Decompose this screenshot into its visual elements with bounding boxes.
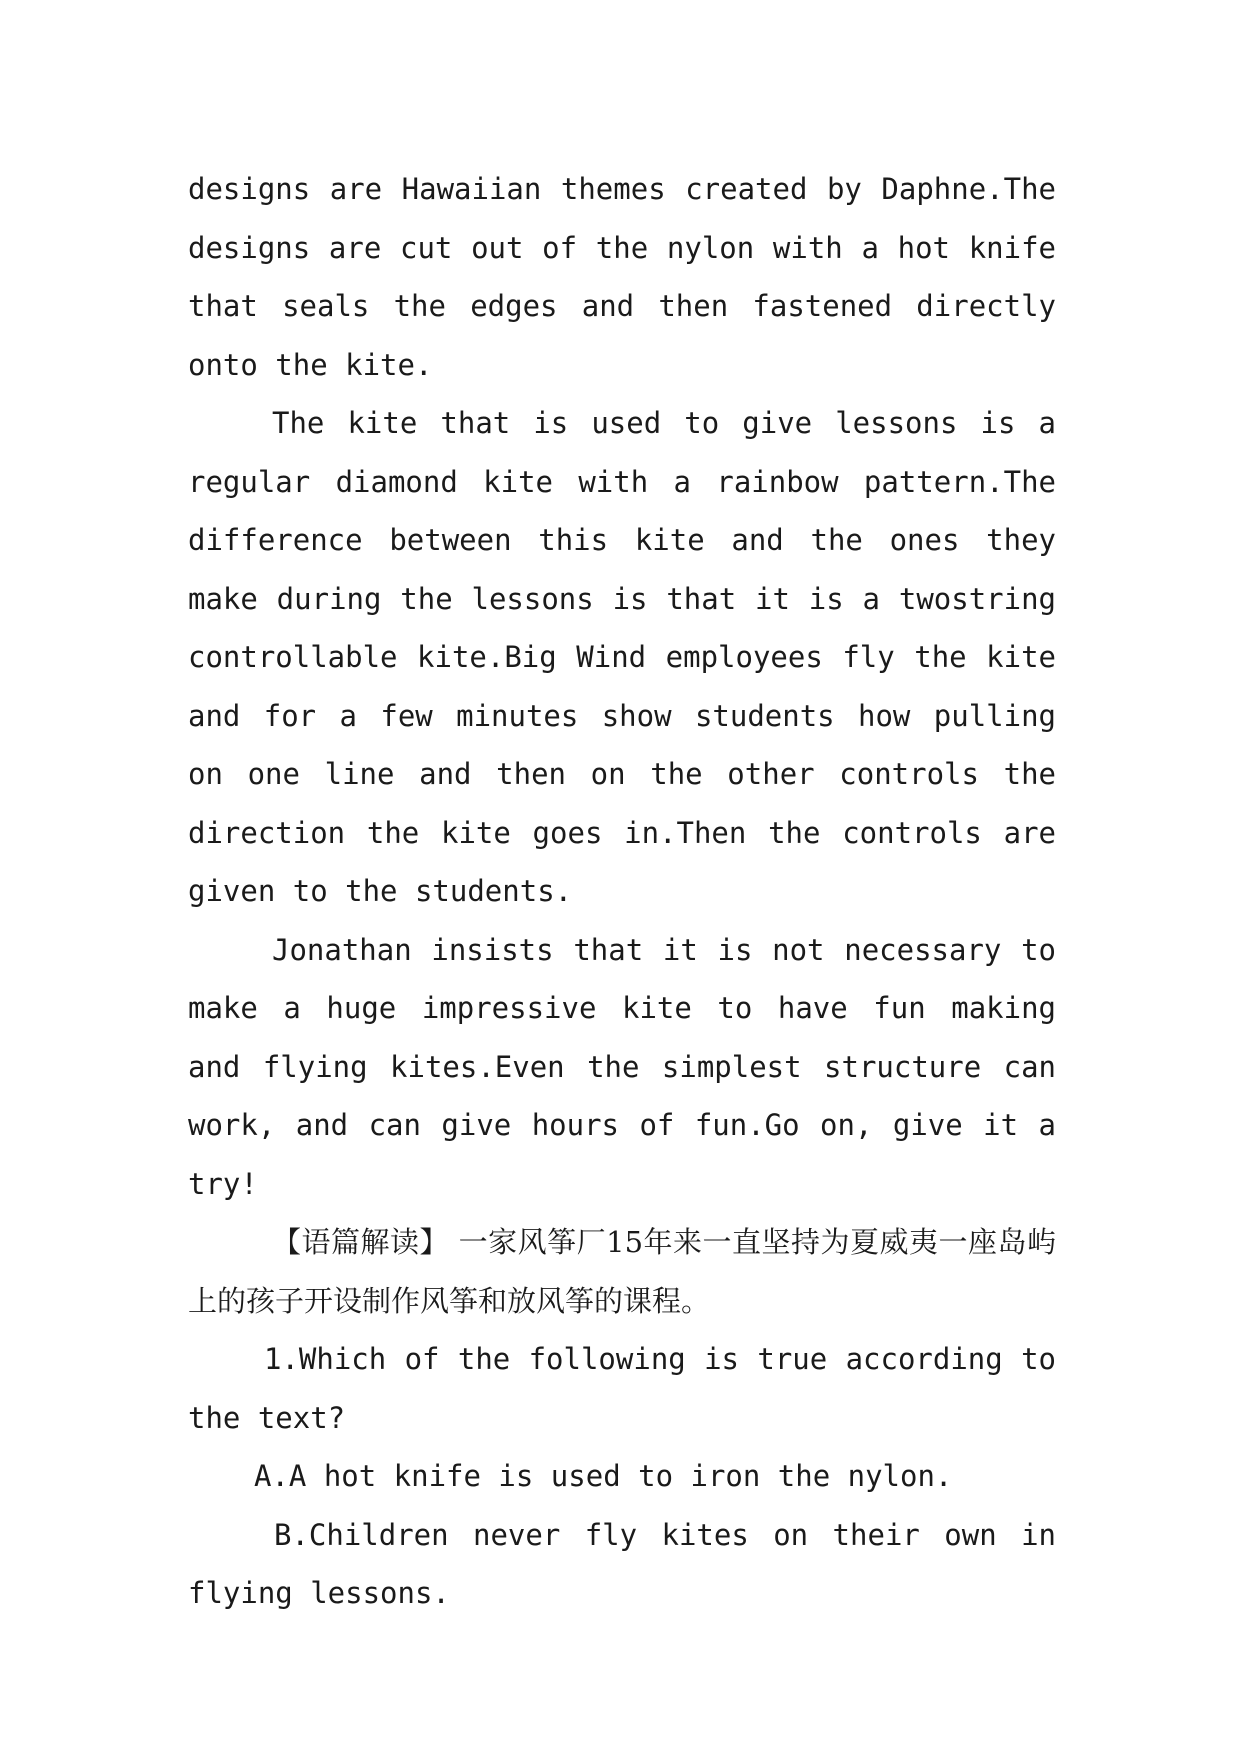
paragraph-lesson-kite: The kite that is used to give lessons is a regular diamond kite with a rainbow pattern.The difference between this kite and the ones they make during the lessons is that it is a twostring controllable kite.Big Wind employees fly the kite and for a few minutes show students how pulling on one line and then on the other controls the direction the kite goes in.Then the controls are given to the students. <box>188 406 1056 908</box>
document-body <box>188 160 1056 1623</box>
paragraph-jonathan: Jonathan insists that it is not necessary to make a huge impressive kite to have fun making and flying kites.Even the simplest structure can work, and can give hours of fun.Go on, give it a try! <box>188 932 1056 1201</box>
paragraph-text-analysis: 【语篇解读】 一家风筝厂15年来一直坚持为夏威夷一座岛屿上的孩子开设制作风筝和放风筝的课程。 <box>188 1225 1056 1318</box>
option-a: A.A hot knife is used to iron the nylon. <box>254 1459 953 1493</box>
question-1: 1.Which of the following is true according to the text? <box>188 1342 1056 1435</box>
paragraph-designs: designs are Hawaiian themes created by Daphne.The designs are cut out of the nylon with a hot knife that seals the edges and then fastened directly onto the kite. <box>188 172 1056 382</box>
option-b: B.Children never fly kites on their own in flying lessons. <box>188 1517 1056 1610</box>
